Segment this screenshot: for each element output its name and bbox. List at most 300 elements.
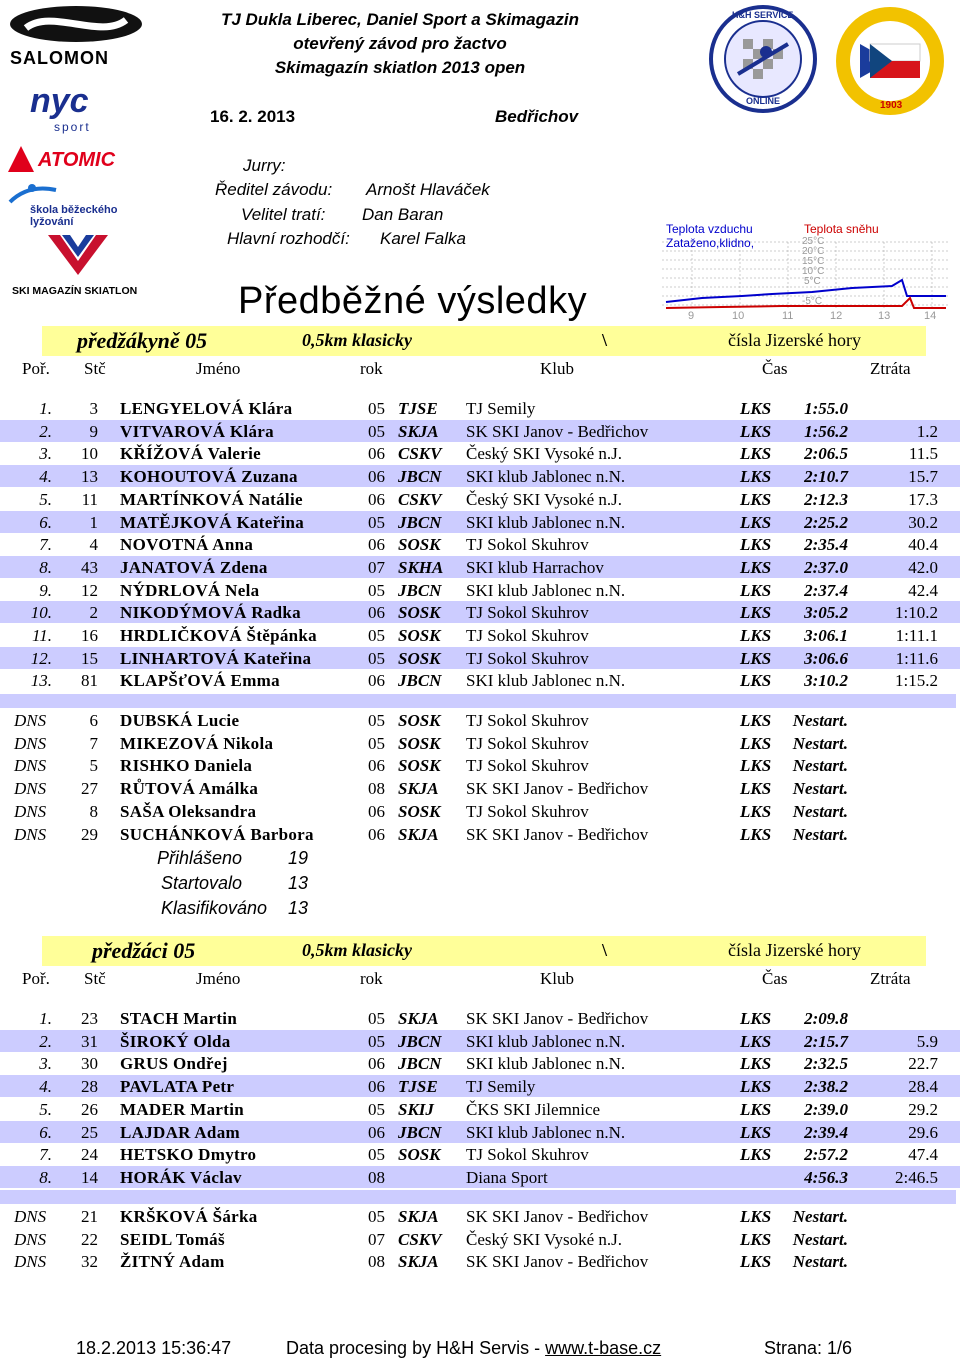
region-code: LKS	[740, 1054, 772, 1074]
col-time: Čas	[762, 969, 788, 988]
summary-classified-value: 13	[288, 898, 309, 918]
bib-number: 24	[81, 1145, 98, 1165]
result-row	[0, 488, 960, 510]
club-name: TJ Sokol Skuhrov	[466, 711, 589, 730]
page-title: Předběžné výsledky	[238, 280, 588, 322]
competitor-name: ŠIROKÝ Olda	[120, 1031, 231, 1051]
birth-year: 08	[368, 1167, 385, 1187]
finish-time: 2:57.2	[804, 1145, 848, 1165]
competitor-name: MATĚJKOVÁ Kateřina	[120, 512, 305, 532]
club-name: SKI klub Harrachov	[466, 557, 604, 577]
competitor-name: STACH Martin	[120, 1009, 238, 1028]
club-name: SK SKI Janov - Bedřichov	[466, 1252, 649, 1272]
club-name: TJ Sokol Skuhrov	[466, 1145, 589, 1165]
category-header	[42, 326, 926, 356]
birth-year: 06	[368, 824, 385, 844]
position: 4.	[39, 1077, 52, 1097]
club-name: SK SKI Janov - Bedřichov	[466, 824, 649, 844]
birth-year: 05	[368, 512, 385, 532]
skimagazin-logo	[10, 235, 146, 299]
competitor-name: HETSKO Dmytro	[120, 1145, 257, 1165]
birth-year: 06	[368, 489, 385, 509]
position: 5.	[39, 1099, 52, 1119]
bib-number: 32	[81, 1252, 98, 1272]
position: DNS	[14, 1229, 47, 1249]
bib-number: 13	[81, 467, 98, 487]
birth-year: 06	[368, 1077, 385, 1097]
air-temp-label: Teplota vzduchu	[666, 222, 753, 236]
bib-number: 28	[81, 1077, 98, 1097]
time-loss: 22.7	[908, 1054, 938, 1074]
position: DNS	[14, 824, 47, 844]
finish-time: 3:06.6	[804, 648, 848, 668]
position: 7.	[39, 535, 52, 555]
club-code: JBCN	[398, 1031, 442, 1051]
competitor-name: VITVAROVÁ Klára	[120, 421, 274, 441]
club-name: Diana Sport	[466, 1167, 548, 1187]
region-code: LKS	[740, 1122, 772, 1142]
finish-time: 4:56.3	[804, 1167, 848, 1187]
birth-year: 05	[368, 580, 385, 600]
club-name: SKI klub Jablonec n.N.	[466, 1054, 626, 1074]
finish-time: 1:56.2	[804, 421, 848, 441]
time-loss: 2:46.5	[895, 1167, 938, 1187]
time-loss: 29.6	[908, 1122, 938, 1142]
region-code: LKS	[740, 1099, 772, 1119]
birth-year: 08	[368, 1252, 385, 1272]
position: 2.	[39, 1031, 52, 1051]
y-tick-0: 25°C	[802, 236, 825, 247]
region-code: LKS	[740, 399, 772, 418]
bib-number: 27	[81, 779, 98, 799]
position: DNS	[14, 1252, 47, 1272]
time-loss: 17.3	[908, 489, 938, 509]
club-name: SKI klub Jablonec n.N.	[466, 671, 626, 691]
bib-number: 30	[81, 1054, 98, 1074]
competitor-name: KŘÍŽOVÁ Valerie	[120, 444, 261, 464]
club-code: JBCN	[398, 467, 442, 487]
finish-time: Nestart.	[792, 779, 848, 799]
time-loss: 40.4	[908, 535, 938, 555]
finish-time: 2:38.2	[804, 1077, 848, 1097]
position: DNS	[14, 801, 47, 821]
summary-registered-value: 19	[288, 848, 309, 868]
result-row	[0, 1075, 960, 1097]
finish-time: 3:06.1	[804, 626, 848, 645]
nyc-wordmark: nyc	[30, 82, 89, 120]
region-code: LKS	[740, 421, 772, 441]
competitor-name: KRŠKOVÁ Šárka	[120, 1207, 258, 1226]
finish-time: 1:55.0	[804, 399, 848, 418]
region-code: LKS	[740, 1031, 772, 1051]
club-name: SK SKI Janov - Bedřichov	[466, 779, 649, 799]
finish-time: 2:35.4	[804, 535, 848, 555]
bib-number: 29	[81, 824, 98, 844]
competitor-name: SUCHÁNKOVÁ Barbora	[120, 824, 314, 844]
section-separator	[0, 1190, 956, 1204]
club-code: SOSK	[398, 801, 441, 821]
result-row	[0, 511, 960, 533]
competitor-name: SAŠA Oleksandra	[120, 801, 257, 821]
club-code: TJSE	[398, 1077, 438, 1097]
birth-year: 05	[368, 421, 385, 441]
region-code: LKS	[740, 756, 772, 776]
atomic-wordmark: ATOMIC	[38, 149, 116, 171]
bib-number: 21	[81, 1207, 98, 1226]
club-code: SOSK	[398, 626, 441, 645]
position: 6.	[39, 512, 52, 532]
competitor-name: DUBSKÁ Lucie	[120, 711, 240, 730]
competitor-name: ŽITNÝ Adam	[120, 1252, 225, 1272]
bib-number: 11	[81, 489, 98, 509]
time-loss: 1:11.1	[895, 626, 938, 645]
finish-time: 2:25.2	[804, 512, 848, 532]
club-name: SK SKI Janov - Bedřichov	[466, 1207, 649, 1226]
bib-number: 81	[81, 671, 98, 691]
club-name: TJ Sokol Skuhrov	[466, 535, 589, 555]
bib-number: 4	[89, 535, 98, 555]
result-row	[0, 1007, 960, 1029]
footer-link[interactable]: www.t-base.cz	[545, 1338, 662, 1358]
jury-director: Arnošt Hlaváček	[366, 180, 490, 199]
result-row	[0, 397, 960, 419]
jury-title: Jurry:	[243, 156, 286, 175]
col-bib: Stč	[84, 969, 106, 988]
position: DNS	[14, 1207, 47, 1226]
col-time: Čas	[762, 359, 788, 378]
result-row	[0, 669, 960, 691]
birth-year: 06	[368, 535, 385, 555]
competitor-name: RŮTOVÁ Amálka	[120, 779, 259, 799]
col-year: rok	[360, 359, 383, 378]
region-code: LKS	[740, 580, 772, 600]
time-loss: 47.4	[908, 1145, 938, 1165]
region-code: LKS	[740, 489, 772, 509]
skimagazin-wordmark: SKI MAGAZÍN SKIATLON	[12, 285, 138, 297]
col-loss: Ztráta	[870, 359, 911, 378]
position: 10.	[30, 603, 52, 623]
club-code: JBCN	[398, 580, 442, 600]
club-name: TJ Sokol Skuhrov	[466, 733, 589, 753]
category-note: čísla Jizerské hory	[728, 330, 861, 350]
bib-number: 10	[81, 444, 98, 464]
snow-temp-label: Teplota sněhu	[804, 222, 879, 236]
finish-time: Nestart.	[792, 711, 848, 730]
col-loss: Ztráta	[870, 969, 911, 988]
bib-number: 7	[89, 733, 98, 753]
result-row	[0, 420, 960, 442]
dns-row	[0, 823, 960, 845]
summary-started-label: Startovalo	[161, 873, 243, 893]
jury-course-label: Velitel tratí:	[241, 205, 326, 224]
bib-number: 23	[81, 1009, 98, 1028]
club-name: TJ Semily	[466, 399, 536, 418]
competitor-name: HORÁK Václav	[120, 1167, 242, 1187]
footer-processing	[286, 1338, 661, 1359]
birth-year: 05	[368, 1099, 385, 1119]
competitor-name: NIKODÝMOVÁ Radka	[120, 603, 301, 623]
position: DNS	[14, 756, 47, 776]
birth-year: 06	[368, 756, 385, 776]
hh-service-top-text: H&H SERVICE	[732, 10, 794, 20]
atomic-triangle-icon	[6, 144, 36, 174]
school-wordmark: škola běžeckého lyžování	[30, 204, 118, 228]
school-logo	[6, 182, 146, 228]
region-code: LKS	[740, 711, 772, 730]
competitor-name: LINHARTOVÁ Kateřina	[120, 648, 312, 668]
ski-union-year: 1903	[880, 100, 903, 111]
position: 11.	[32, 626, 52, 645]
category-separator: \	[602, 940, 608, 960]
time-loss: 42.4	[908, 580, 938, 600]
competitor-name: RISHKO Daniela	[120, 756, 253, 776]
position: 13.	[30, 671, 52, 691]
finish-time: Nestart.	[792, 1229, 848, 1249]
club-name: TJ Sokol Skuhrov	[466, 648, 589, 668]
region-code: LKS	[740, 535, 772, 555]
region-code: LKS	[740, 1207, 772, 1226]
club-name: TJ Semily	[466, 1077, 536, 1097]
club-name: Český SKI Vysoké n.J.	[466, 489, 623, 509]
club-code: JBCN	[398, 1122, 442, 1142]
col-bib: Stč	[84, 359, 106, 378]
region-code: LKS	[740, 779, 772, 799]
region-code: LKS	[740, 467, 772, 487]
result-row	[0, 1143, 960, 1165]
club-code: SOSK	[398, 756, 441, 776]
club-code: SKJA	[398, 779, 439, 799]
y-tick-3: 10°C	[802, 266, 825, 277]
summary-started-value: 13	[288, 873, 309, 893]
competitor-name: MADER Martin	[120, 1099, 244, 1119]
birth-year: 05	[368, 1009, 385, 1028]
column-header-row	[0, 359, 960, 381]
competitor-name: KLAPŠťOVÁ Emma	[120, 671, 280, 691]
y-tick-1: 20°C	[802, 246, 825, 257]
header-date: 16. 2. 2013	[210, 107, 296, 126]
hh-service-bottom-text: ONLINE	[746, 96, 781, 106]
dns-row	[0, 732, 960, 754]
x-tick-3: 12	[830, 310, 843, 322]
footer-timestamp: 18.2.2013 15:36:47	[76, 1338, 232, 1358]
time-loss: 1:11.6	[895, 648, 938, 668]
y-tick-2: 15°C	[802, 256, 825, 267]
col-pos: Poř.	[22, 969, 50, 988]
position: 7.	[39, 1145, 52, 1165]
competitor-name: NOVOTNÁ Anna	[120, 535, 254, 555]
weather-chart	[662, 222, 948, 322]
dns-row	[0, 709, 960, 731]
finish-time: 3:05.2	[804, 603, 848, 623]
region-code: LKS	[740, 824, 772, 844]
finish-time: 2:39.4	[804, 1122, 848, 1142]
club-code: TJSE	[398, 399, 438, 418]
position: 8.	[39, 1167, 52, 1187]
dns-row	[0, 777, 960, 799]
position: DNS	[14, 733, 47, 753]
bib-number: 5	[89, 756, 98, 776]
col-club: Klub	[540, 359, 574, 378]
competitor-name: LAJDAR Adam	[120, 1122, 240, 1142]
club-name: SKI klub Jablonec n.N.	[466, 1122, 626, 1142]
club-code: SKJA	[398, 1207, 439, 1226]
finish-time: Nestart.	[792, 824, 848, 844]
club-code: SOSK	[398, 733, 441, 753]
result-row	[0, 1166, 960, 1188]
y-tick-4: 5°C	[804, 276, 821, 287]
birth-year: 05	[368, 1031, 385, 1051]
col-club: Klub	[540, 969, 574, 988]
birth-year: 05	[368, 626, 385, 645]
club-code: SKJA	[398, 1009, 439, 1028]
birth-year: 05	[368, 733, 385, 753]
region-code: LKS	[740, 1009, 772, 1028]
birth-year: 07	[368, 1229, 385, 1249]
birth-year: 06	[368, 444, 385, 464]
result-row	[0, 601, 960, 623]
header-subtitle: otevřený závod pro žactvo	[293, 34, 507, 53]
time-loss: 29.2	[908, 1099, 938, 1119]
result-row	[0, 624, 960, 646]
club-code: JBCN	[398, 671, 442, 691]
x-tick-0: 9	[688, 310, 695, 322]
birth-year: 05	[368, 399, 385, 418]
x-tick-5: 14	[924, 310, 937, 322]
competitor-name: MIKEZOVÁ Nikola	[120, 733, 274, 753]
result-row	[0, 442, 960, 464]
salomon-wordmark: SALOMON	[10, 48, 109, 68]
birth-year: 06	[368, 801, 385, 821]
finish-time: 2:15.7	[804, 1031, 848, 1051]
birth-year: 06	[368, 671, 385, 691]
club-code: SKIJ	[398, 1099, 434, 1119]
position: 12.	[30, 648, 52, 668]
region-code: LKS	[740, 512, 772, 532]
club-name: SKI klub Jablonec n.N.	[466, 467, 626, 487]
finish-time: 3:10.2	[804, 671, 848, 691]
finish-time: 2:37.0	[804, 557, 848, 577]
result-row	[0, 1052, 960, 1074]
club-name: Český SKI Vysoké n.J.	[466, 1229, 623, 1249]
position: 6.	[39, 1122, 52, 1142]
club-name: SK SKI Janov - Bedřichov	[466, 421, 649, 441]
position: 3.	[39, 444, 52, 464]
dns-row	[0, 800, 960, 822]
result-row	[0, 533, 960, 555]
finish-time: 2:32.5	[804, 1054, 848, 1074]
competitor-name: NÝDRLOVÁ Nela	[120, 580, 260, 600]
region-code: LKS	[740, 801, 772, 821]
competitor-name: HRDLIČKOVÁ Štěpánka	[120, 626, 317, 645]
club-code: CSKV	[398, 444, 442, 464]
competitor-name: KOHOUTOVÁ Zuzana	[120, 467, 298, 487]
category-name: předžákyně 05	[77, 328, 208, 353]
result-row	[0, 579, 960, 601]
club-code: SKJA	[398, 824, 439, 844]
result-row	[0, 465, 960, 487]
dns-row	[0, 1205, 960, 1227]
finish-time: 2:37.4	[804, 580, 848, 600]
time-loss: 28.4	[908, 1077, 938, 1097]
bib-number: 6	[89, 711, 98, 730]
position: 3.	[39, 1054, 52, 1074]
region-code: LKS	[740, 557, 772, 577]
x-tick-4: 13	[878, 310, 891, 322]
finish-time: Nestart.	[792, 1207, 848, 1226]
club-code: SKJA	[398, 421, 439, 441]
position: 9.	[39, 580, 52, 600]
region-code: LKS	[740, 1145, 772, 1165]
col-name: Jméno	[196, 969, 241, 988]
jury-course: Dan Baran	[362, 205, 444, 224]
finish-time: 2:12.3	[804, 489, 848, 509]
bib-number: 9	[89, 421, 98, 441]
birth-year: 06	[368, 603, 385, 623]
position: 2.	[39, 421, 52, 441]
bib-number: 43	[81, 557, 98, 577]
birth-year: 05	[368, 711, 385, 730]
competitor-name: LENGYELOVÁ Klára	[120, 399, 293, 418]
bib-number: 1	[89, 512, 98, 532]
club-code: SKJA	[398, 1252, 439, 1272]
dns-row	[0, 754, 960, 776]
club-name: SK SKI Janov - Bedřichov	[466, 1009, 649, 1028]
nyc-logo	[30, 82, 140, 137]
time-loss: 15.7	[908, 467, 938, 487]
jury-director-label: Ředitel závodu:	[215, 180, 333, 199]
region-code: LKS	[740, 648, 772, 668]
col-year: rok	[360, 969, 383, 988]
finish-time: Nestart.	[792, 733, 848, 753]
bib-number: 15	[81, 648, 98, 668]
region-code: LKS	[740, 603, 772, 623]
competitor-name: MARTÍNKOVÁ Natálie	[120, 489, 303, 509]
region-code: LKS	[740, 1252, 772, 1272]
club-name: ČKS SKI Jilemnice	[466, 1099, 601, 1119]
club-name: Český SKI Vysoké n.J.	[466, 444, 623, 464]
birth-year: 07	[368, 557, 385, 577]
time-loss: 1:15.2	[895, 671, 938, 691]
finish-time: Nestart.	[792, 801, 848, 821]
competitor-name: SEIDL Tomáš	[120, 1229, 225, 1249]
position: 1.	[39, 1009, 52, 1028]
bib-number: 22	[81, 1229, 98, 1249]
club-name: TJ Sokol Skuhrov	[466, 756, 589, 776]
finish-time: Nestart.	[792, 1252, 848, 1272]
position: DNS	[14, 711, 47, 730]
club-code: JBCN	[398, 1054, 442, 1074]
time-loss: 11.5	[908, 444, 938, 464]
club-name: TJ Sokol Skuhrov	[466, 603, 589, 623]
category-note: čísla Jizerské hory	[728, 940, 861, 960]
region-code: LKS	[740, 444, 772, 464]
club-name: SKI klub Jablonec n.N.	[466, 512, 626, 532]
col-name: Jméno	[196, 359, 241, 378]
club-name: SKI klub Jablonec n.N.	[466, 1031, 626, 1051]
birth-year: 08	[368, 779, 385, 799]
club-code: SOSK	[398, 535, 441, 555]
col-pos: Poř.	[22, 359, 50, 378]
bib-number: 2	[89, 603, 98, 623]
birth-year: 06	[368, 1122, 385, 1142]
dns-row	[0, 1250, 960, 1272]
time-loss: 30.2	[908, 512, 938, 532]
region-code: LKS	[740, 733, 772, 753]
result-row	[0, 1121, 960, 1143]
club-code: SOSK	[398, 1145, 441, 1165]
category-separator: \	[602, 330, 608, 350]
finish-time: 2:39.0	[804, 1099, 848, 1119]
